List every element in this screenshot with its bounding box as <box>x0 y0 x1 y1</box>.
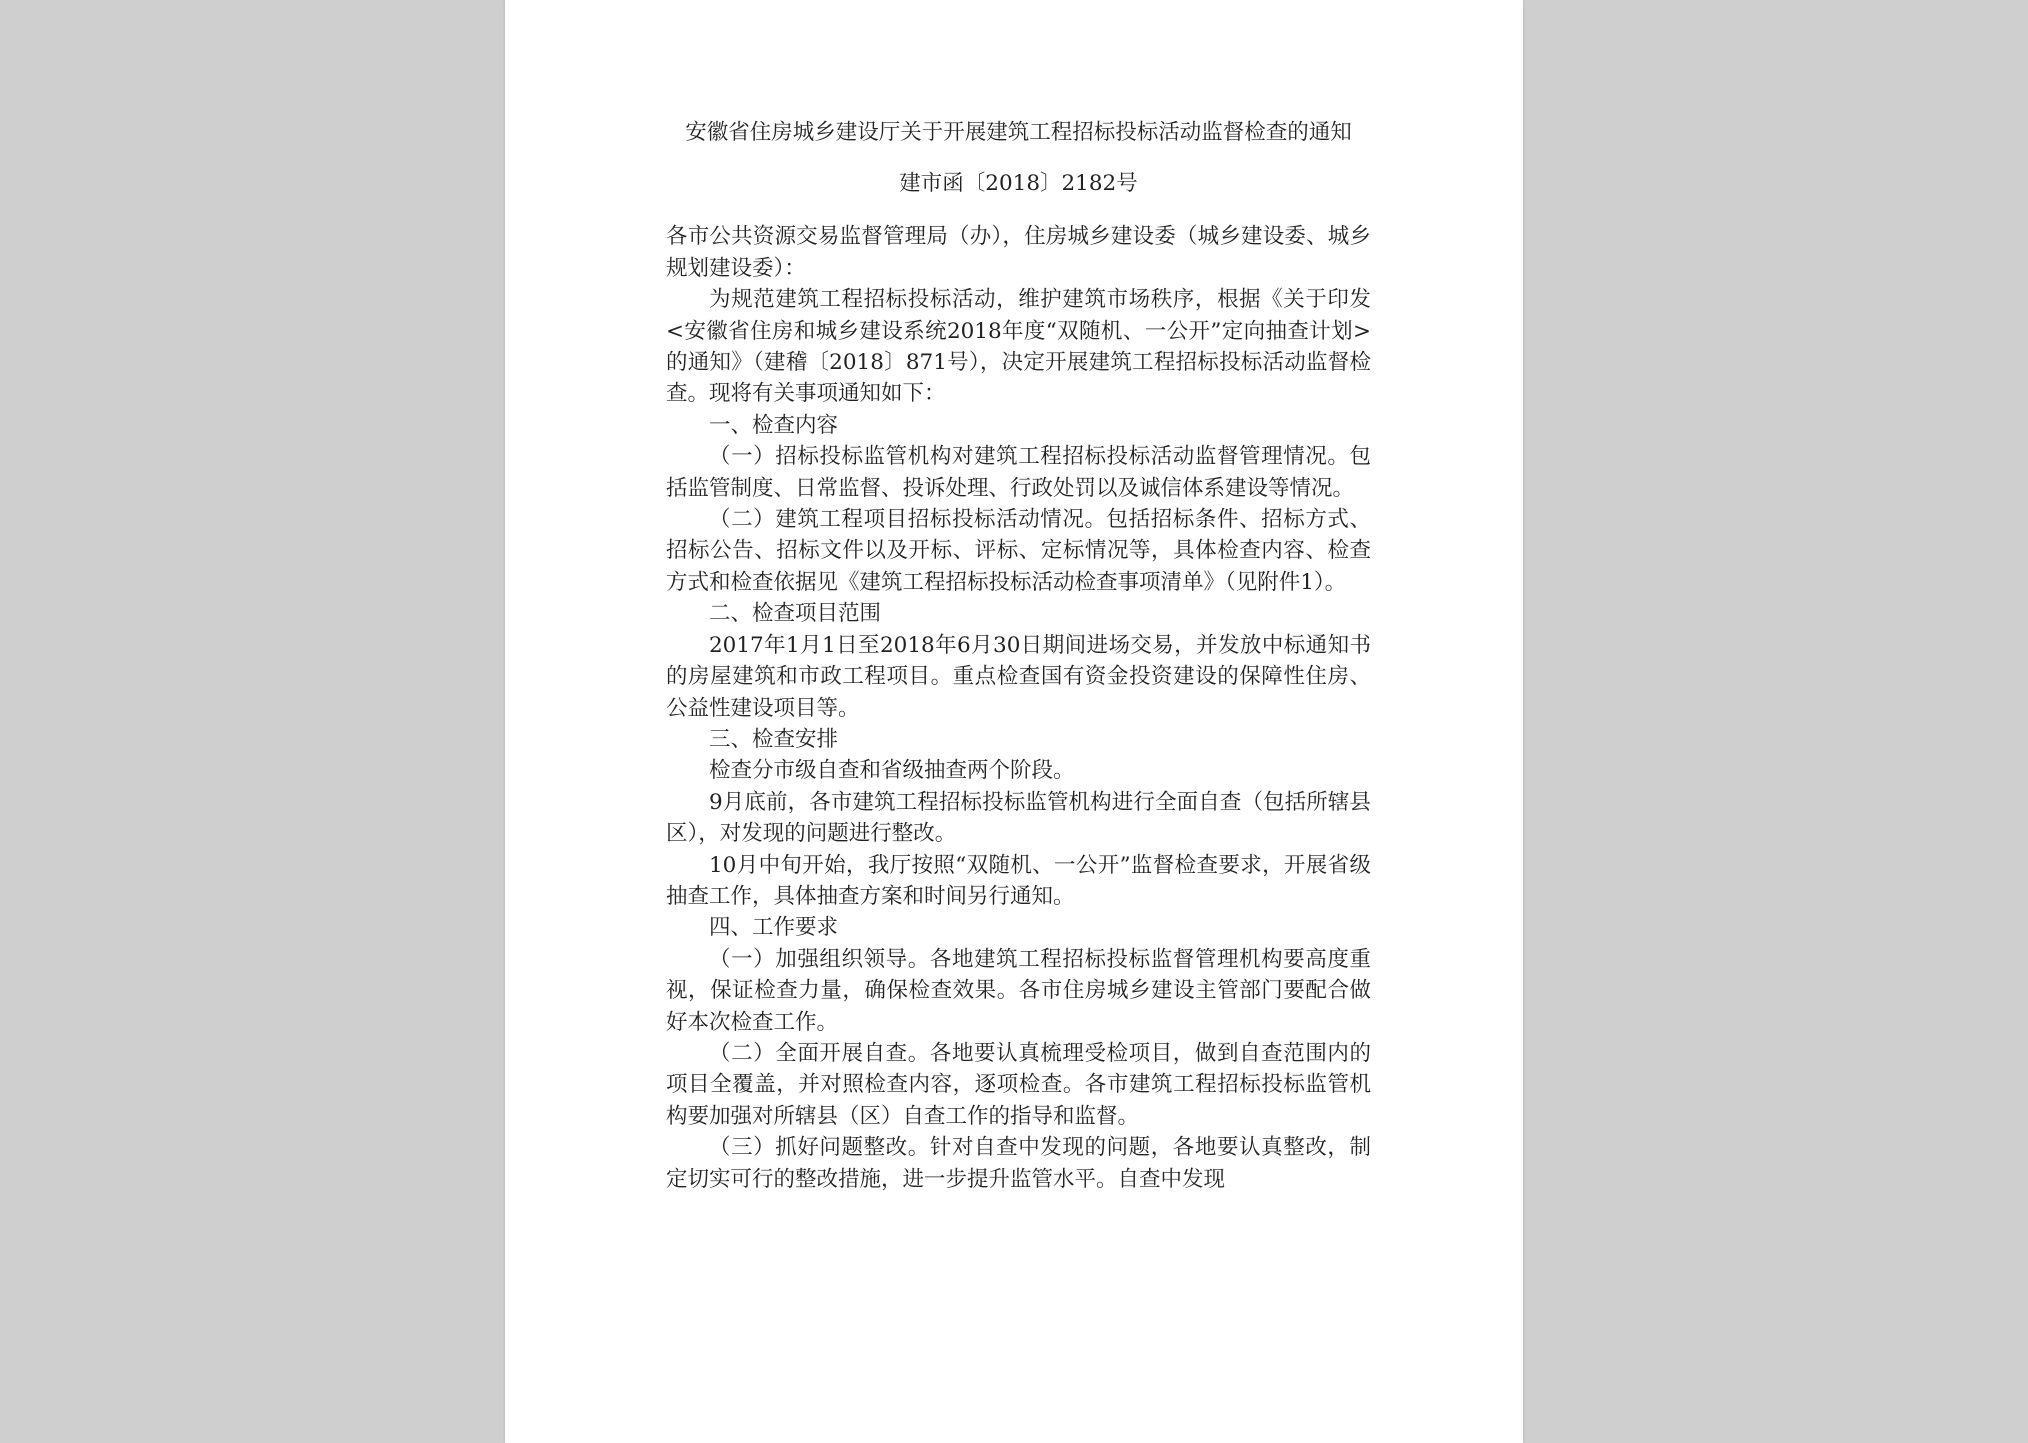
document-title: 安徽省住房城乡建设厅关于开展建筑工程招标投标活动监督检查的通知 <box>685 120 1352 145</box>
paragraph-intro: 为规范建筑工程招标投标活动，维护建筑市场秩序，根据《关于印发<安徽省住房和城乡建设系统2018年度“双随机、一公开”定向抽查计划>的通知》（建稽〔2018〕871号），决定开展建筑工程招标投标活动监督检查。现将有关事项通知如下： <box>666 287 1371 407</box>
paragraph-3-3: 10月中旬开始，我厅按照“双随机、一公开”监督检查要求，开展省级抽查工作，具体抽查方案和时间另行通知。 <box>666 852 1371 909</box>
paragraph-3-1: 检查分市级自查和省级抽查两个阶段。 <box>709 758 1075 784</box>
paragraph-4-2: （二）全面开展自查。各地要认真梳理受检项目，做到自查范围内的项目全覆盖，并对照检查内容，逐项检查。各市建筑工程招标投标监管机构要加强对所辖县（区）自查工作的指导和监督。 <box>666 1040 1371 1129</box>
paragraph-2: 2017年1月1日至2018年6月30日期间进场交易，并发放中标通知书的房屋建筑和市政工程项目。重点检查国有资金投资建设的保障性住房、公益性建设项目等。 <box>666 632 1371 721</box>
document-body <box>666 116 1371 1195</box>
paragraph-1-1: （一）招标投标监管机构对建筑工程招标投标活动监督管理情况。包括监管制度、日常监督、投诉处理、行政处罚以及诚信体系建设等情况。 <box>666 444 1371 501</box>
document-number: 建市函〔2018〕2182号 <box>899 171 1138 196</box>
paragraph-4-1: （一）加强组织领导。各地建筑工程招标投标监督管理机构要高度重视，保证检查力量，确保检查效果。各市住房城乡建设主管部门要配合做好本次检查工作。 <box>666 946 1371 1035</box>
section-heading-3: 三、检查安排 <box>709 726 839 752</box>
section-heading-2: 二、检查项目范围 <box>709 601 882 627</box>
section-heading-4: 四、工作要求 <box>709 915 839 941</box>
paragraph-1-2: （二）建筑工程项目招标投标活动情况。包括招标条件、招标方式、招标公告、招标文件以及开标、评标、定标情况等，具体检查内容、检查方式和检查依据见《建筑工程招标投标活动检查事项清单》（见附件1）。 <box>666 507 1371 595</box>
section-heading-1: 一、检查内容 <box>709 412 839 438</box>
addressee: 各市公共资源交易监督管理局（办），住房城乡建设委（城乡建设委、城乡规划建设委）： <box>666 224 1371 281</box>
document-page <box>505 0 1523 1443</box>
paragraph-3-2: 9月底前，各市建筑工程招标投标监管机构进行全面自查（包括所辖县区），对发现的问题进行整改。 <box>666 789 1371 847</box>
paragraph-4-3: （三）抓好问题整改。针对自查中发现的问题，各地要认真整改，制定切实可行的整改措施，进一步提升监管水平。自查中发现 <box>666 1135 1371 1192</box>
